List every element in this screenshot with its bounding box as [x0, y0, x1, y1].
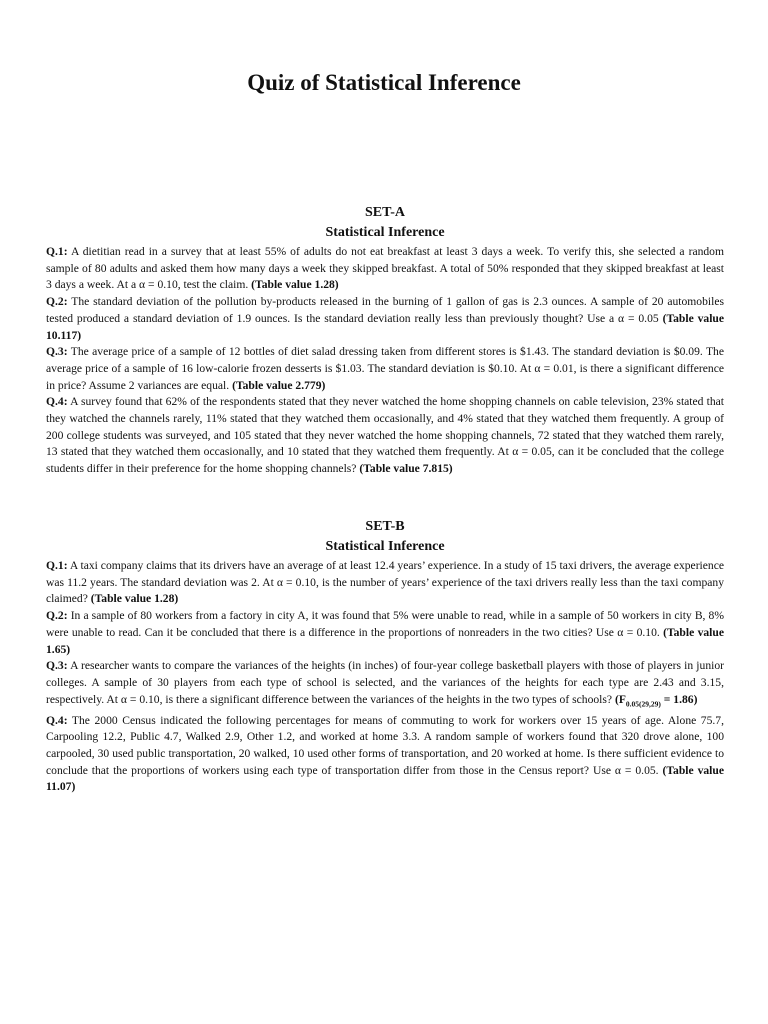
question-label: Q.3: [46, 659, 68, 673]
set-a-subheading: Statistical Inference [325, 225, 445, 240]
table-value: (Table value 7.815) [359, 462, 453, 476]
question-text: The standard deviation of the pollution by-products released in the burning of 1 gallon of gas is 2.3 ounces. A sample of 20 automobiles tested produced a standard deviation of 1.9 ounces. Is the standard deviation really less than previously thought? Use a α = 0.05 [46, 295, 724, 325]
question-text: A taxi company claims that its drivers have an average of at least 12.4 years’ experience. In a study of 15 taxi drivers, the average experience was 11.2 years. The standard deviation was 2. At α = 0.10, is the number of years’ experience of the taxi drivers really less than the taxi company claimed? [46, 559, 725, 606]
set-a-question-3 [46, 344, 724, 394]
table-value: (Table value 2.779) [232, 378, 326, 392]
f-table-close: = 1.86) [660, 692, 698, 706]
set-b-question-1 [46, 558, 724, 608]
table-value: (Table value 1.28) [90, 592, 179, 606]
question-text: The average price of a sample of 12 bottles of diet salad dressing taken from different stores is $1.43. The standard deviation is $0.09. The average price of a sample of 16 low-calorie frozen desserts is $1.03. The standard deviation is $0.10. At α = 0.01, is there a significant difference in price? Assume 2 variances are equal. [46, 345, 724, 392]
set-a-section [46, 203, 724, 478]
question-label: Q.4: [46, 713, 68, 727]
set-b-question-4 [46, 713, 724, 797]
table-value: (Table value 1.65) [46, 625, 724, 656]
f-table-subscript: 0.05(29,29) [625, 698, 661, 708]
question-text: A dietitian read in a survey that at least 55% of adults do not eat breakfast at least 3 days a week. To verify this, she selected a random sample of 80 adults and asked them how many days a week they skipped breakfast. A total of 50% responded that they skipped breakfast at least 3 days a week. At a α = 0.10, test the claim. [46, 245, 724, 292]
question-text: The 2000 Census indicated the following percentages for means of commuting to work for workers over 15 years of age. Alone 75.7, Carpooling 12.2, Public 4.7, Walked 2.9, Other 1.2, and worked at home 3.3. A random sample of workers found that 320 drove alone, 100 carpooled, 30 used public transportation, 20 walked, 10 used other forms of transportation, and 20 worked at home. Is there sufficient evidence to conclude that the proportions of workers using each type of transportation differ from those in the Census report? Use α = 0.05. [46, 713, 724, 777]
question-text: A survey found that 62% of the respondents stated that they never watched the home shopping channels on cable television, 23% stated that they watched the channels rarely, 11% stated that they watched them occasionally, and 4% stated that they watched them frequently. A group of 200 college students was surveyed, and 105 stated that they never watched the home shopping channels, 72 stated that they watched them rarely, 13 stated that they watched them occasionally, and 10 stated that they watched them frequently. At α = 0.05, can it be concluded that the college students differ in their preference for the home shopping channels? [46, 395, 724, 476]
set-b-question-2 [46, 608, 724, 658]
set-b-question-3 [46, 658, 724, 712]
set-b-subheading: Statistical Inference [325, 539, 445, 554]
question-label: Q.2: [46, 295, 68, 309]
set-a-question-2 [46, 294, 724, 344]
question-label: Q.2: [46, 609, 68, 623]
table-value: (Table value 1.28) [251, 278, 339, 292]
set-a-question-1 [46, 244, 724, 294]
question-label: Q.1: [46, 559, 68, 572]
question-text: In a sample of 80 workers from a factory in city A, it was found that 5% were unable to read, while in a sample of 50 workers in city B, 8% were unable to read. Can it be concluded that there is a difference in the proportions of nonreaders in the two cities? Use α = 0.10. [46, 609, 725, 639]
set-b-heading: SET-B [365, 519, 405, 534]
f-table-value [615, 693, 698, 706]
set-b-section [46, 517, 724, 796]
question-text: A researcher wants to compare the variances of the heights (in inches) of four-year college basketball players with those of players in junior colleges. A sample of 30 players from each type of school is selected, and the variances of the heights for each type are 2.43 and 3.15, respectively. At α = 0.10, is there a significant difference between the variances of the heights in the two types of schools? [46, 659, 725, 706]
table-value: (Table value 11.07) [46, 763, 724, 794]
question-label: Q.3: [46, 345, 68, 359]
question-label: Q.4: [46, 395, 68, 409]
set-a-question-4 [46, 394, 724, 478]
question-label: Q.1: [46, 245, 68, 258]
document-title: Quiz of Statistical Inference [247, 70, 521, 95]
f-table-open: (F [614, 692, 626, 706]
set-a-heading: SET-A [365, 205, 405, 220]
table-value: (Table value 10.117) [46, 311, 725, 342]
